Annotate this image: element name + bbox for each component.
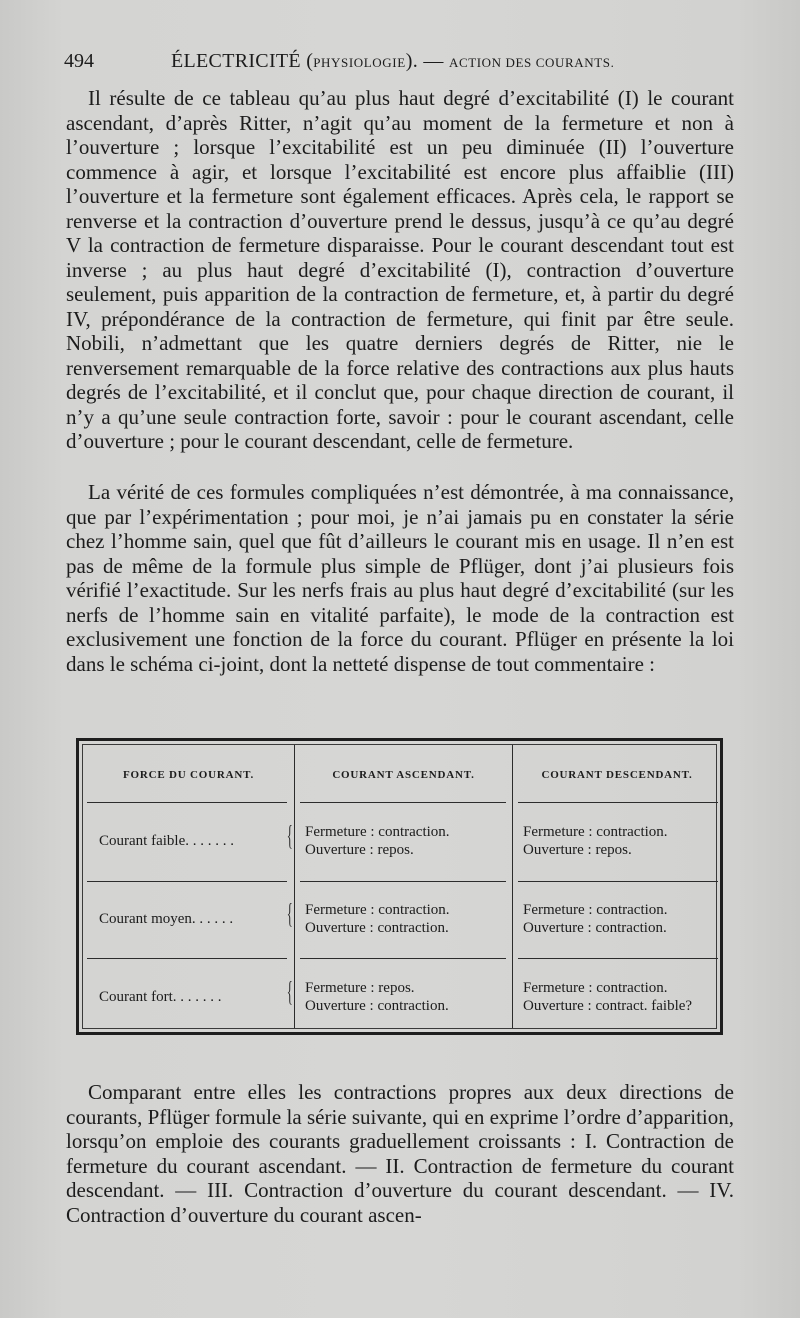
cell-fort-descendant xyxy=(523,979,692,1015)
cell-line: Ouverture : contraction. xyxy=(305,998,449,1014)
cell-moyen-descendant xyxy=(523,901,668,937)
cell-line: Fermeture : contraction. xyxy=(523,980,668,996)
pfluger-table xyxy=(76,738,723,1035)
running-title xyxy=(171,50,614,73)
header-descendant: COURANT DESCENDANT. xyxy=(541,769,693,781)
row-label-fort: Courant fort. . . . . . . xyxy=(99,989,222,1005)
brace-faible: { xyxy=(286,821,293,852)
cell-faible-ascendant xyxy=(305,823,450,859)
cell-line: Ouverture : contract. faible? xyxy=(523,998,693,1014)
paragraph-2 xyxy=(66,480,734,676)
column-divider-2 xyxy=(512,745,513,1028)
row-label-moyen: Courant moyen. . . . . . xyxy=(99,911,234,927)
row-rule-1b xyxy=(300,881,506,882)
cell-line: Fermeture : contraction. xyxy=(523,824,668,840)
brace-fort: { xyxy=(286,977,293,1008)
header-rule-2 xyxy=(300,802,506,803)
row-label-faible: Courant faible. . . . . . . xyxy=(99,833,234,849)
cell-line: Ouverture : contraction. xyxy=(523,920,667,936)
paragraph-1-text: Il résulte de ce tableau qu’au plus haut degré d’excitabilité (I) le courant ascendant, d’après Ritter, n’agit qu’au moment de la fermeture et non à l’ouverture ; lorsque l’excitabilité est un peu diminuée (II) l’ouverture commence à agir, et lorsque l’excitabilité est encore plus affaiblie (III) l’ouverture et la fermeture sont également efficaces. Après cela, le rapport se renverse et la contraction d’ouverture prend le dessus, jusqu’à ce qu’au degré V la contraction de fermeture disparaisse. Pour le courant descendant tout est inverse ; au plus haut degré d’excitabilité (I), contraction d’ouverture seulement, puis apparition de la contraction de fermeture, et, à partir du degré IV, prépondérance de la contraction de fermeture, qui finit par être seule. Nobili, n’admettant que les quatre derniers degrés de Ritter, nie le renversement remarquable de la force relative des contractions aux plus hauts degrés de l’excitabilité, et il conclut que, pour chaque direction de courant, il n’y a qu’une seule contraction forte, savoir : pour le courant ascendant, celle d’ouverture ; pour le courant descendant, celle de fermeture. xyxy=(66,86,734,453)
section-title: ACTION DES COURANTS. xyxy=(448,55,615,70)
cell-line: Fermeture : repos. xyxy=(305,980,415,996)
title-main: ÉLECTRICITÉ ( xyxy=(171,50,314,72)
column-divider-1 xyxy=(294,745,295,1028)
cell-line: Ouverture : repos. xyxy=(523,842,632,858)
paragraph-3 xyxy=(66,1080,734,1227)
title-subject: PHYSIOLOGIE xyxy=(313,55,406,70)
title-close: ). xyxy=(405,50,419,72)
header-ascendant: COURANT ASCENDANT. xyxy=(332,769,475,781)
title-dash: — xyxy=(423,50,444,72)
header-force: FORCE DU COURANT. xyxy=(122,769,255,781)
page-number: 494 xyxy=(64,50,94,72)
row-rule-1c xyxy=(518,881,718,882)
row-rule-1a xyxy=(87,881,287,882)
table-inner-frame xyxy=(82,744,717,1029)
header-rule-1 xyxy=(87,802,287,803)
row-rule-2c xyxy=(518,958,718,959)
paragraph-3-text: Comparant entre elles les contractions propres aux deux directions de courants, Pflüger formule la série suivante, qui en exprime l’ordre d’apparition, lorsqu’on emploie des courants graduellement croissants : I. Contraction de fermeture du courant ascendant. — II. Contraction de fermeture du courant descendant. — III. Contraction d’ouverture du courant descendant. — IV. Contraction d’ouverture du courant ascen- xyxy=(66,1080,734,1227)
cell-faible-descendant xyxy=(523,823,668,859)
row-rule-2b xyxy=(300,958,506,959)
paragraph-2-text: La vérité de ces formules compliquées n’est démontrée, à ma connaissance, que par l’expérimentation ; pour moi, je n’ai jamais pu en constater la série chez l’homme sain, quel que fût d’ailleurs le courant mis en usage. Il n’en est pas de même de la formule plus simple de Pflüger, dont j’ai plusieurs fois vérifié l’exactitude. Sur les nerfs frais au plus haut degré d’excitabilité (sur les nerfs de l’homme sain en vitalité parfaite), le mode de la contraction est exclusivement une fonction de la force du courant. Pflüger en présente la loi dans le schéma ci-joint, dont la netteté dispense de tout commentaire : xyxy=(66,480,734,676)
cell-line: Fermeture : contraction. xyxy=(305,824,450,840)
header-rule-3 xyxy=(518,802,718,803)
cell-line: Ouverture : contraction. xyxy=(305,920,449,936)
cell-line: Fermeture : contraction. xyxy=(305,902,450,918)
paragraph-1 xyxy=(66,86,734,454)
brace-moyen: { xyxy=(286,899,293,930)
cell-line: Fermeture : contraction. xyxy=(523,902,668,918)
row-rule-2a xyxy=(87,958,287,959)
running-header xyxy=(64,50,734,78)
cell-line: Ouverture : repos. xyxy=(305,842,414,858)
cell-fort-ascendant xyxy=(305,979,449,1015)
cell-moyen-ascendant xyxy=(305,901,450,937)
